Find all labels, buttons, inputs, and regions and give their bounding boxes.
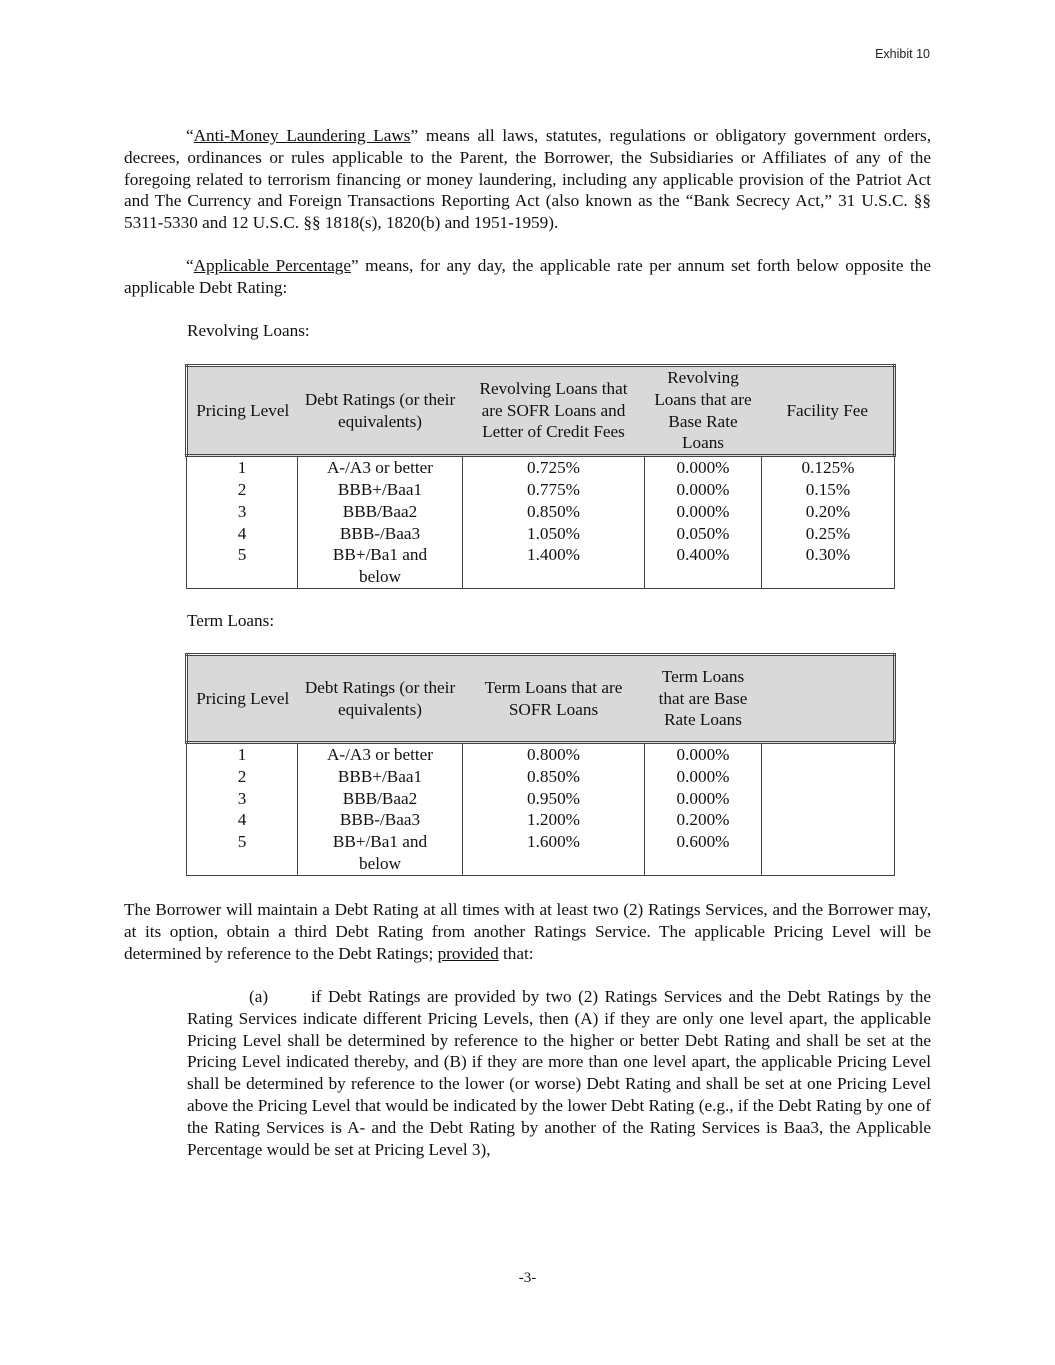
rating-value: BB+/Ba1 and below [332,832,428,873]
level-value: 4 [237,523,247,543]
facility-fee-cell [762,456,895,589]
level-value: 1 [237,745,247,764]
sofr-value: 0.850% [527,766,580,786]
header-term-base-rate: Term Loans that are Base Rate Loans [645,655,762,743]
exhibit-label: Exhibit 10 [875,47,930,61]
fee-value: 0.20% [805,501,851,521]
level-value: 3 [237,788,247,808]
page-number: -3- [518,1270,537,1286]
maintain-body: The Borrower will maintain a Debt Rating at all times with at least two (2) Ratings Services, and the Borrower may, at its option, obtain a third Debt Rating from another Ratings Service. The applicable Pricing Level will be determined by reference to the Debt Ratings; [124,900,931,963]
base-value: 0.000% [676,766,730,786]
base-rate-cell [645,743,762,876]
level-value: 4 [237,810,247,830]
level-value: 3 [237,501,247,521]
sofr-value: 0.725% [527,458,580,478]
applicable-percentage-definition [124,255,931,299]
header-pricing-level: Pricing Level [187,655,298,743]
base-value: 0.000% [676,745,730,764]
header-revolving-sofr: Revolving Loans that are SOFR Loans and Letter of Credit Fees [463,366,645,456]
rating-value: BBB-/Baa3 [339,523,421,543]
fee-value: 0.15% [805,479,851,499]
table-body [187,456,895,589]
rating-value: BBB-/Baa3 [339,810,421,830]
aml-body: ” means all laws, statutes, regulations or obligatory government orders, decrees, ordinances or rules applicable to the Parent, the Borrower, the Subsidiaries or Affiliates of any of the foregoing related to terrorism financing or money laundering, including any applicable provision of the Patriot Act and The Currency and Foreign Transactions Reporting Act (also known as the “Bank Secrecy Act,” 31 U.S.C. §§ 5311-5330 and 12 U.S.C. §§ 1818(s), 1820(b) and 1951-1959). [124,126,931,233]
fee-value: 0.30% [805,545,851,565]
fee-value: 0.25% [805,523,851,543]
aml-term: Anti-Money Laundering Laws [193,126,411,145]
term-header-row [187,655,895,743]
pricing-level-cell [187,456,298,589]
header-debt-ratings: Debt Ratings (or their equivalents) [298,655,463,743]
level-value: 5 [237,545,247,565]
header-facility-fee: Facility Fee [762,366,895,456]
rating-value: A-/A3 or better [327,745,433,764]
revolving-loans-table [185,364,896,589]
rating-value: BB+/Ba1 and below [332,545,428,587]
base-value: 0.050% [676,523,730,543]
rating-value: BBB+/Baa1 [337,766,423,786]
sofr-value: 1.200% [527,810,580,830]
base-rate-cell [645,456,762,589]
maintain-tail: that: [498,943,534,963]
header-debt-ratings: Debt Ratings (or their equivalents) [298,366,463,456]
rating-value: BBB/Baa2 [342,788,418,808]
level-value: 2 [237,479,247,499]
sofr-rate-cell [463,743,645,876]
revolving-header-row [187,366,895,456]
ap-open-quote: “ [186,256,194,275]
table-body [187,743,895,876]
clause-a-body: if Debt Ratings are provided by two (2) Ratings Services and the Debt Ratings by the Rating Services indicate different Pricing Levels, then (A) if they are only one level apart, the applicable Pricing Level shall be determined by reference to the higher or better Debt Rating and shall be set at the Pricing Level indicated thereby, and (B) if they are more than one level apart, the applicable Pricing Level shall be determined by reference to the lower (or worse) Debt Rating and shall be set at one Pricing Level above the Pricing Level that would be indicated by the lower Debt Rating (e.g., if the Debt Rating by one of the Rating Services is A- and the Debt Rating by another of the Rating Services is Baa3, the Applicable Percentage would be set at Pricing Level 3), [187,987,931,1159]
sofr-rate-cell [463,456,645,589]
debt-ratings-cell [298,743,463,876]
sofr-value: 1.050% [527,523,580,543]
base-value: 0.600% [676,832,730,852]
sofr-value: 0.850% [527,501,580,521]
level-value: 2 [237,766,247,786]
provided-term: provided [437,943,499,963]
aml-open-quote: “ [186,126,194,145]
level-value: 5 [237,832,247,852]
sofr-value: 0.775% [527,479,580,499]
sofr-value: 1.400% [527,545,580,565]
sofr-value: 1.600% [527,832,580,852]
debt-rating-maintenance-paragraph [124,899,931,964]
fee-value: 0.125% [801,458,855,478]
header-empty [762,655,895,743]
rating-value: BBB/Baa2 [342,501,418,521]
sofr-value: 0.950% [527,788,580,808]
base-value: 0.000% [676,458,730,478]
term-loans-label: Term Loans: [187,611,275,630]
base-value: 0.000% [676,479,730,499]
base-value: 0.400% [676,545,730,565]
base-value: 0.000% [676,788,730,808]
clause-a-mark: (a) [249,987,269,1006]
rating-value: A-/A3 or better [327,458,433,478]
aml-definition [124,125,931,234]
term-loans-table [185,653,896,876]
header-revolving-base-rate: Revolving Loans that are Base Rate Loans [645,366,762,456]
sofr-value: 0.800% [527,745,580,764]
header-pricing-level: Pricing Level [187,366,298,456]
empty-cell [762,743,895,876]
rating-value: BBB+/Baa1 [337,479,423,499]
clause-a [187,986,931,1160]
ap-body: ” means, for any day, the applicable rate per annum set forth below opposite the applicable Debt Rating: [124,256,931,297]
base-value: 0.200% [676,810,730,830]
base-value: 0.000% [676,501,730,521]
debt-ratings-cell [298,456,463,589]
level-value: 1 [237,458,247,478]
header-term-sofr: Term Loans that are SOFR Loans [463,655,645,743]
ap-term: Applicable Percentage [193,256,351,275]
revolving-loans-label: Revolving Loans: [187,321,310,340]
pricing-level-cell [187,743,298,876]
